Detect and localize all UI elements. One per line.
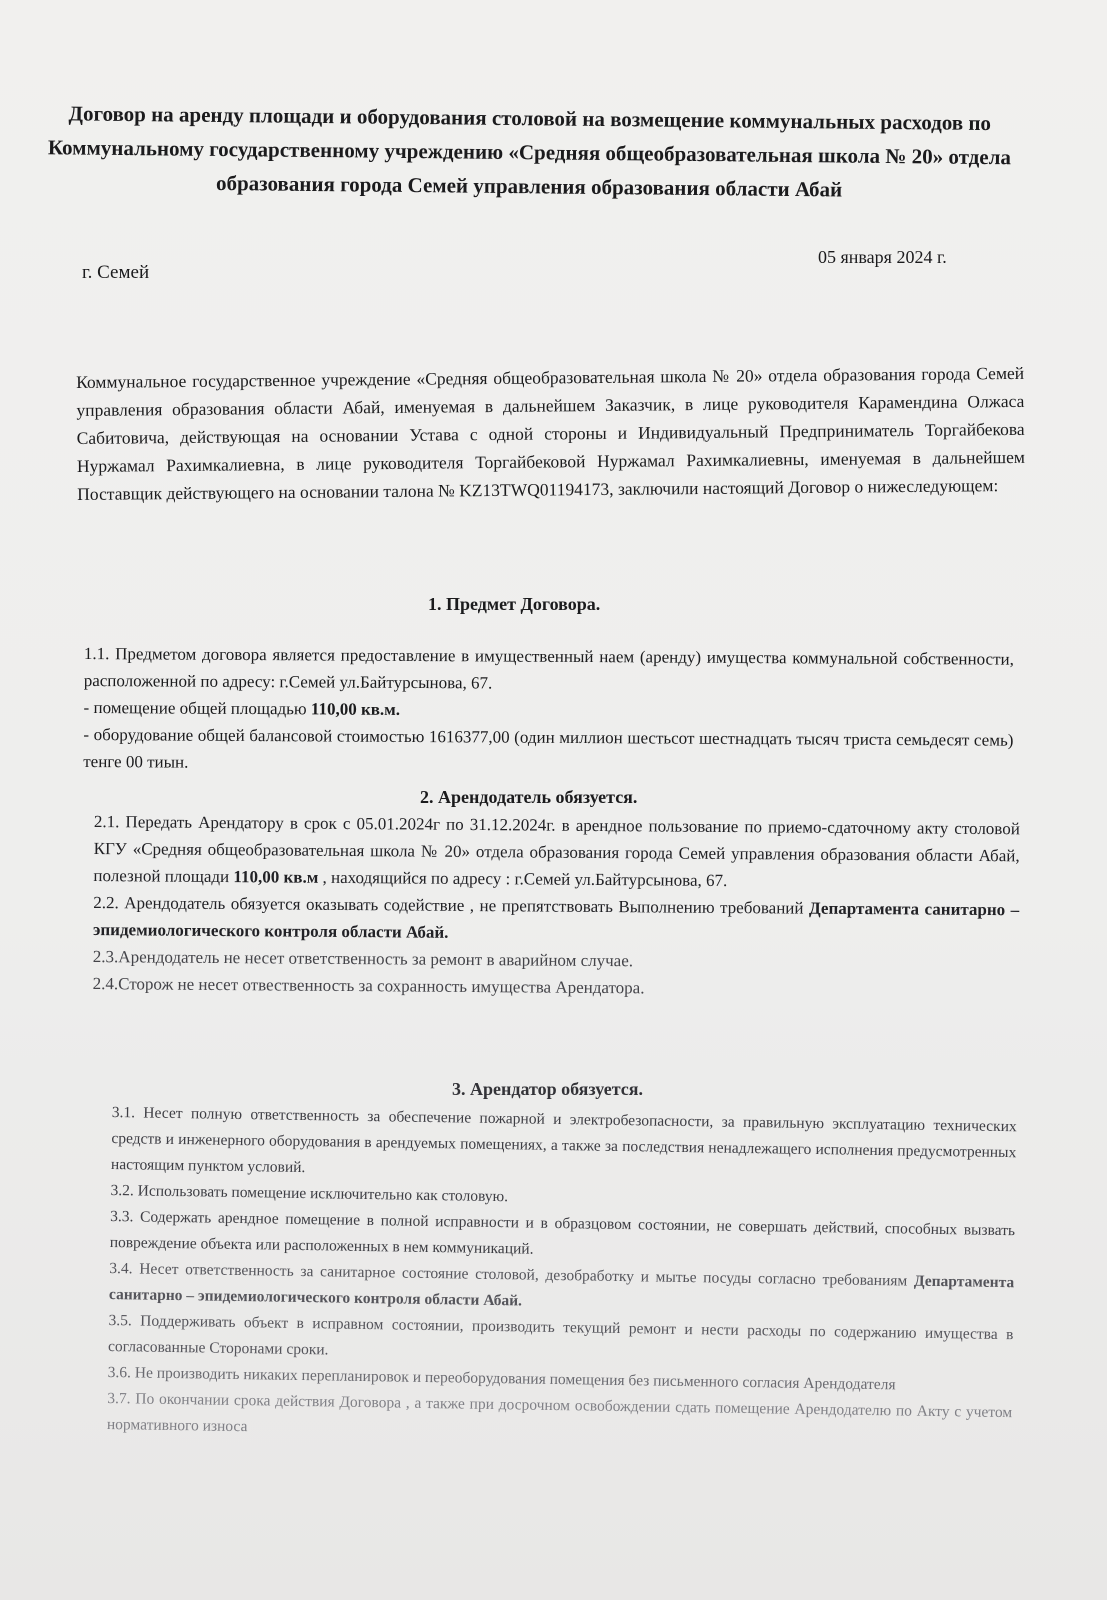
clause-2-2-department: Департамента санитарно – эпидемиологического контроля области Абай. [92,898,1020,942]
clause-2-4: 2.4.Сторож не несет отвественность за сохранность имущества Арендатора. [92,974,645,998]
clause-3-4-department: Департамента санитарно – эпидемиологического контроля области Абай. [108,1272,1015,1310]
section-2-body [89,808,1020,1004]
clause-3-5: 3.5. Поддерживать объект в исправном состоянии, производить текущий ремонт и нести расходы по содержанию имущества в согласованные Сторонами сроки. [107,1311,1014,1359]
section-2-heading: 2. Арендодатель обязуется. [420,787,638,807]
clause-3-2: 3.2. Использовать помещение исключительно как столовую. [110,1181,509,1206]
clause-2-2-text: 2.2. Арендодатель обязуется оказывать содействие , не препятствовать Выполнению требований [93,893,810,918]
clause-2-2 [89,889,1019,950]
contract-date: 05 января 2024 г. [818,247,947,267]
contract-city: г. Семей [82,262,150,283]
contract-preamble [76,359,1025,508]
clause-1-equipment: - оборудование общей балансовой стоимостью 1616377,00 (один миллион шестьсот шестнадцать тысяч триста семьдесят семь) тенге 00 тиын. [83,724,1014,772]
document-title: Договор на аренду площади и оборудования столовой на возмещение коммунальных расходов по Коммунальному государственному учреждению «Средняя общеобразовательная школа № 20» отдела образования города Семей управления образования области Абай [47,101,1012,202]
clause-2-1-area: 110,00 кв.м [233,867,319,887]
clause-2-1-text-b: , находящийся по адресу : г.Семей ул.Байтурсынова, 67. [318,867,728,891]
preamble-text: Коммунальное государственное учреждение «Средняя общеобразовательная школа № 20» отдела образования города Семей управления образования области Абай, именуемая в дальнейшем Заказчик, в лице руководителя Карамендина Олжаса Сабитовича, действующая на основании Устава с одной стороны и Индивидуальный Предприниматель Торгайбекова Нуржамал Рахимкалиевна, в лице руководителя Торгайбековой Нуржамал Рахимкалиевны, именуемая в дальнейшем Поставщик действующего на основании талона № KZ13TWQ01194173, заключили настоящий Договор о нижеследующем: [76,362,1025,504]
clause-3-6: 3.6. Не производить никаких перепланировок и переоборудования помещения без письменного согласия Арендодателя [107,1363,896,1394]
clause-1-area-value: 110,00 кв.м. [310,699,401,719]
clause-1-1: 1.1. Предметом договора является предоставление в имущественный наем (аренду) имущества коммунальной собственности, расположенной по адресу: г.Семей ул.Байтурсынова, 67. [83,643,1014,693]
clause-3-1: 3.1. Несет полную ответственность за обеспечение пожарной и электробезопасности, за правильную эксплуатацию технических средств и инженерного оборудования в арендуемых помещениях, а также за последствия ненадлежащего исполнения предусмотренных настоящим пунктом условий. [110,1103,1017,1177]
clause-2-3: 2.3.Арендодатель не несет ответственность за ремонт в аварийном случае. [92,947,634,971]
clause-3-4-text: 3.4. Несет ответственность за санитарное состояние столовой, дезобработку и мытье посуды согласно требованиям [109,1259,915,1290]
clause-1-area-text: - помещение общей площадью [83,697,311,719]
section-1-heading: 1. Предмет Договора. [428,594,601,614]
clause-3-3: 3.3. Содержать арендное помещение в полной исправности и в образцовом состоянии, не совершать действий, способных вызвать повреждение объекта или расположенных в нем коммуникаций. [109,1207,1016,1258]
clause-3-7: 3.7. По окончании срока действия Договора , а также при досрочном освобождении сдать помещение Арендодателю по Акту с учетом нормативного износа [106,1389,1013,1436]
clause-2-1 [89,808,1020,896]
section-3-body [107,1100,1017,1452]
section-1-body [83,640,1014,781]
section-3-heading: 3. Арендатор обязуется. [452,1079,643,1099]
clause-2-1-text-a: 2.1. Передать Арендатору в срок с 05.01.2024г по 31.12.2024г. в арендное пользование по приемо-сдаточному акту столовой КГУ «Средняя общеобразовательная школа № 20» отдела образования города Семей управления образования области Абай, полезной площади [93,812,1020,887]
